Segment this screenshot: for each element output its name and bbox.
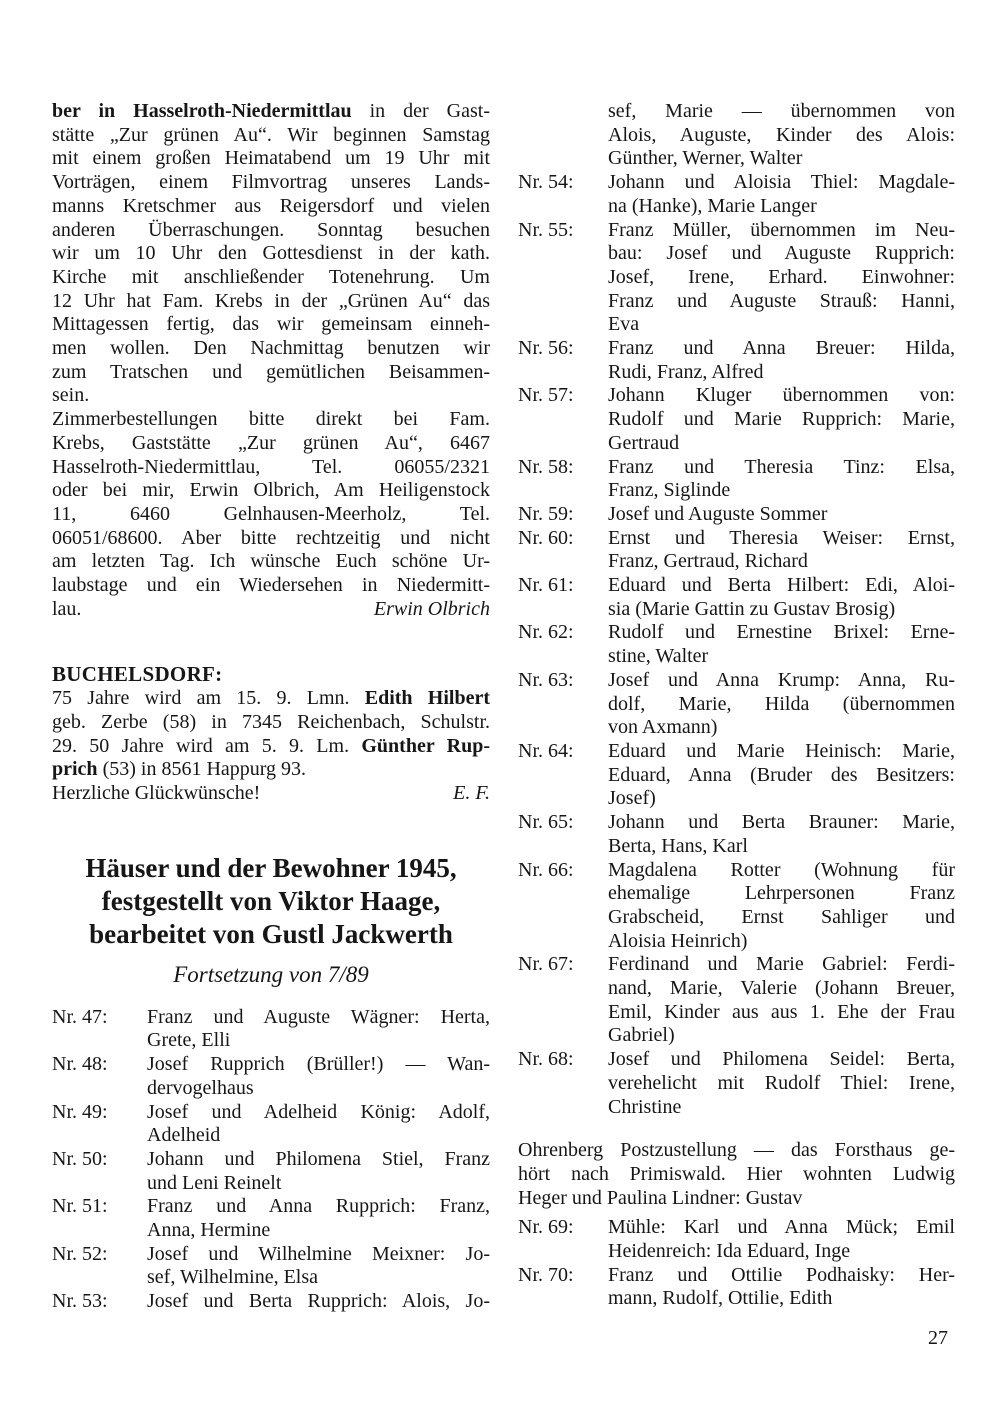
text-line: Krebs, Gaststätte „Zur grünen Au“, 6467 — [52, 431, 490, 454]
text-line: Eduard, Anna (Bruder des Besitzers: — [608, 763, 955, 786]
text-line: Josef) — [608, 787, 656, 810]
text-line: bau: Josef und Auguste Rupprich: — [608, 242, 955, 265]
text-line — [52, 735, 490, 759]
item-number: Nr. 51: — [52, 1195, 108, 1218]
item-text — [608, 953, 955, 1048]
list-item — [518, 1216, 955, 1263]
text-line: Grete, Elli — [147, 1029, 231, 1052]
item-text — [147, 1053, 490, 1100]
text-line: Johann und Aloisia Thiel: Magdale- — [608, 171, 955, 194]
item-text — [608, 219, 955, 338]
text-line: Josef und Anna Krump: Anna, Ru- — [608, 668, 955, 691]
text-line: Josef Rupprich (Brüller!) — Wan- — [147, 1053, 490, 1076]
page-number: 27 — [928, 1327, 948, 1349]
text-line: Gabriel) — [608, 1024, 675, 1047]
item-text — [608, 1264, 955, 1311]
text-line: Franz und Theresia Tinz: Elsa, — [608, 455, 955, 478]
list-item — [52, 1243, 490, 1290]
list-item — [518, 384, 955, 455]
text-line: na (Hanke), Marie Langer — [608, 194, 817, 217]
text-line: wir um 10 Uhr den Gottesdienst in der kath. — [52, 242, 490, 265]
item-number: Nr. 58: — [518, 455, 574, 478]
list-item — [52, 1148, 490, 1195]
item-text — [147, 1195, 490, 1242]
text-line: Franz und Anna Breuer: Hilda, — [608, 337, 955, 360]
editor-initials: E. F. — [453, 781, 490, 804]
text-line: Anna, Hermine — [147, 1219, 271, 1242]
text-line: anderen Überraschungen. Sonntag besuchen — [52, 218, 490, 241]
right-column — [518, 100, 955, 1311]
text-line: laubstage und ein Wiedersehen in Niedermitt- — [52, 574, 490, 597]
text-line: Johann und Philomena Stiel, Franz — [147, 1147, 490, 1170]
item-number: Nr. 57: — [518, 384, 574, 407]
item-number: Nr. 65: — [518, 811, 574, 834]
list-item — [518, 740, 955, 811]
house-list-69-70 — [518, 1216, 955, 1311]
text-line: 11, 6460 Gelnhausen-Meerholz, Tel. — [52, 502, 490, 525]
intro-paragraph-2 — [52, 408, 490, 621]
left-column — [52, 100, 490, 1314]
text-line: Josef und Auguste Sommer — [608, 502, 828, 525]
text-line: Franz und Auguste Strauß: Hanni, — [608, 289, 955, 312]
text-line — [52, 758, 490, 782]
text-line: Aloisia Heinrich) — [608, 929, 748, 952]
house-list-54-68 — [518, 100, 955, 1119]
item-text — [608, 384, 955, 455]
text-line: Johann Kluger übernommen von: — [608, 384, 955, 407]
signature-row — [52, 598, 490, 622]
lead-rest: in der Gast- — [351, 100, 490, 122]
item-number: Nr. 63: — [518, 668, 574, 691]
text-line: Franz und Ottilie Podhaisky: Her- — [608, 1263, 955, 1286]
house-list-47-53 — [52, 1006, 490, 1314]
item-number: Nr. 49: — [52, 1100, 108, 1123]
text-segment: 75 Jahre wird am 15. 9. Lmn. — [52, 687, 365, 710]
text-line: sef, Marie — übernommen von — [608, 100, 955, 122]
name-bold: Günther Rup- — [361, 734, 490, 757]
text-line: stine, Walter — [608, 645, 709, 668]
item-number: Nr. 55: — [518, 218, 574, 241]
list-item — [518, 219, 955, 338]
list-item — [518, 503, 955, 527]
text-line: Emil, Kinder aus aus 1. Ehe der Frau — [608, 1000, 955, 1023]
item-text — [608, 171, 955, 218]
text-line: Josef und Philomena Seidel: Berta, — [608, 1048, 955, 1071]
text-line: Ohrenberg Postzustellung — das Forsthaus ge- — [518, 1139, 955, 1162]
item-text — [147, 1148, 490, 1195]
signature-row — [52, 782, 490, 806]
text-line: dolf, Marie, Hilda (übernommen — [608, 692, 955, 715]
text-line: geb. Zerbe (58) in 7345 Reichenbach, Schulstr. — [52, 710, 490, 733]
text-line: Eva — [608, 313, 640, 336]
item-text — [608, 574, 955, 621]
item-text — [608, 740, 955, 811]
text-line: mit einem großen Heimatabend um 19 Uhr mit — [52, 147, 490, 170]
item-text — [147, 1006, 490, 1053]
item-text — [147, 1243, 490, 1290]
item-text — [608, 1216, 955, 1263]
item-number: Nr. 70: — [518, 1263, 574, 1286]
text-line: Franz und Anna Rupprich: Franz, — [147, 1195, 490, 1218]
text-line: Heidenreich: Ida Eduard, Inge — [608, 1240, 851, 1263]
paragraph-tail: lau. — [52, 597, 82, 620]
list-item — [52, 1195, 490, 1242]
text-line: Johann und Berta Brauner: Marie, — [608, 811, 955, 834]
intro-paragraph-1 — [52, 100, 490, 408]
text-line: Hasselroth-Niedermittlau, Tel. 06055/2321 — [52, 455, 490, 478]
text-line: zum Tratschen und gemütlichen Beisammen- — [52, 360, 490, 383]
item-text — [608, 456, 955, 503]
name-bold: Edith Hilbert — [364, 687, 490, 710]
item-text — [608, 100, 955, 171]
text-line: Christine — [608, 1095, 682, 1118]
item-number: Nr. 66: — [518, 858, 574, 881]
item-number: Nr. 68: — [518, 1048, 574, 1071]
closing-text: Herzliche Glückwünsche! — [52, 781, 261, 804]
text-segment: 29. 50 Jahre wird am 5. 9. Lm. — [52, 734, 362, 757]
item-number: Nr. 50: — [52, 1147, 108, 1170]
list-item — [518, 621, 955, 668]
text-line — [52, 100, 490, 124]
item-number: Nr. 54: — [518, 171, 574, 194]
text-line: Mühle: Karl und Anna Mück; Emil — [608, 1216, 955, 1239]
buchelsdorf-section — [52, 663, 490, 805]
list-item — [518, 811, 955, 858]
text-line: Ferdinand und Marie Gabriel: Ferdi- — [608, 953, 955, 976]
text-line: Gertraud — [608, 431, 680, 454]
item-text — [608, 859, 955, 954]
item-number: Nr. 47: — [52, 1005, 108, 1028]
text-line: Josef und Adelheid König: Adolf, — [147, 1100, 490, 1123]
text-line: 12 Uhr hat Fam. Krebs in der „Grünen Au“ das — [52, 289, 490, 312]
paragraph-lines — [52, 124, 490, 408]
list-item — [518, 859, 955, 954]
text-line: Rudi, Franz, Alfred — [608, 360, 764, 383]
text-line: Magdalena Rotter (Wohnung für — [608, 858, 955, 881]
list-item — [518, 953, 955, 1048]
item-number: Nr. 67: — [518, 953, 574, 976]
text-line: Adelheid — [147, 1124, 221, 1147]
item-text — [147, 1290, 490, 1314]
text-line: mann, Rudolf, Ottilie, Edith — [608, 1287, 833, 1310]
text-line: Rudolf und Marie Rupprich: Marie, — [608, 408, 955, 431]
text-line: oder bei mir, Erwin Olbrich, Am Heiligenstock — [52, 479, 490, 502]
text-line: manns Kretschmer aus Reigersdorf und vielen — [52, 194, 490, 217]
text-line: Kirche mit anschließender Totenehrung. Um — [52, 265, 490, 288]
item-number: Nr. 59: — [518, 502, 574, 525]
text-line: Franz und Auguste Wägner: Herta, — [147, 1005, 490, 1028]
text-line: sia (Marie Gattin zu Gustav Brosig) — [608, 597, 896, 620]
text-line: Eduard und Berta Hilbert: Edi, Aloi- — [608, 574, 955, 597]
text-segment: (53) in 8561 Happurg 93. — [97, 758, 307, 781]
text-line: nand, Marie, Valerie (Johann Breuer, — [608, 977, 955, 1000]
text-line: Günther, Werner, Walter — [608, 147, 803, 170]
list-item — [52, 1053, 490, 1100]
list-item — [518, 1048, 955, 1119]
text-line: Ernst und Theresia Weiser: Ernst, — [608, 526, 955, 549]
paragraph-lines — [52, 408, 490, 598]
item-number: Nr. 61: — [518, 574, 574, 597]
list-item — [52, 1290, 490, 1314]
item-number: Nr. 48: — [52, 1053, 108, 1076]
list-item — [518, 337, 955, 384]
text-line — [52, 687, 490, 711]
list-item — [52, 1006, 490, 1053]
section-heading: BUCHELSDORF: — [52, 662, 223, 687]
text-line: sef, Wilhelmine, Elsa — [147, 1266, 319, 1289]
item-number: Nr. 53: — [52, 1290, 108, 1313]
article-title-line: festgestellt von Viktor Haage, — [101, 885, 441, 916]
item-text — [608, 503, 955, 527]
text-line: stätte „Zur grünen Au“. Wir beginnen Samstag — [52, 123, 490, 146]
text-line: Franz, Siglinde — [608, 479, 731, 502]
list-item — [518, 669, 955, 740]
text-line: am letzten Tag. Ich wünsche Euch schöne Ur- — [52, 550, 490, 573]
text-line: ehemalige Lehrpersonen Franz — [608, 882, 955, 905]
name-bold: prich — [52, 758, 98, 781]
text-line: Franz, Gertraud, Richard — [608, 550, 808, 573]
text-line: Eduard und Marie Heinisch: Marie, — [608, 739, 955, 762]
author-signature: Erwin Olbrich — [373, 597, 490, 620]
item-number: Nr. 69: — [518, 1216, 574, 1239]
list-item — [518, 100, 955, 171]
item-text — [608, 527, 955, 574]
item-number: Nr. 64: — [518, 739, 574, 762]
text-line: Alois, Auguste, Kinder des Alois: — [608, 123, 955, 146]
text-line: Vorträgen, einem Filmvortrag unseres Lands- — [52, 171, 490, 194]
text-line: Mittagessen fertig, das wir gemeinsam einneh- — [52, 313, 490, 336]
item-text — [608, 1048, 955, 1119]
text-line: men wollen. Den Nachmittag benutzen wir — [52, 337, 490, 360]
text-line: Franz Müller, übernommen im Neu- — [608, 218, 955, 241]
item-number: Nr. 60: — [518, 526, 574, 549]
text-line: sein. — [52, 384, 90, 407]
text-line: Josef und Berta Rupprich: Alois, Jo- — [147, 1290, 490, 1313]
list-item — [518, 1264, 955, 1311]
text-line: 06051/68600. Aber bitte rechtzeitig und nicht — [52, 526, 490, 549]
item-text — [147, 1101, 490, 1148]
text-line: Rudolf und Ernestine Brixel: Erne- — [608, 621, 955, 644]
list-item — [518, 171, 955, 218]
text-line: hört nach Primiswald. Hier wohnten Ludwig — [518, 1162, 955, 1185]
article-title — [52, 852, 490, 951]
text-line: Zimmerbestellungen bitte direkt bei Fam. — [52, 408, 490, 431]
continued-lead-bold: ber in Hasselroth-Niedermittlau — [52, 100, 352, 122]
item-text — [608, 669, 955, 740]
item-number: Nr. 62: — [518, 621, 574, 644]
text-line: Josef und Wilhelmine Meixner: Jo- — [147, 1242, 490, 1265]
article-title-line: Häuser und der Bewohner 1945, — [85, 852, 457, 883]
item-number — [518, 100, 608, 171]
text-line: dervogelhaus — [147, 1076, 254, 1099]
item-text — [608, 337, 955, 384]
list-item — [518, 456, 955, 503]
item-text — [608, 621, 955, 668]
list-item — [518, 527, 955, 574]
article-subtitle: Fortsetzung von 7/89 — [173, 961, 369, 987]
text-line: Josef, Irene, Erhard. Einwohner: — [608, 265, 955, 288]
text-line: von Axmann) — [608, 716, 718, 739]
text-line: und Leni Reinelt — [147, 1171, 282, 1194]
article-title-line: bearbeitet von Gustl Jackwerth — [89, 918, 453, 949]
text-line: Heger und Paulina Lindner: Gustav — [518, 1186, 803, 1209]
text-line: Grabscheid, Ernst Sahliger und — [608, 905, 955, 928]
ohrenberg-paragraph — [518, 1139, 955, 1210]
item-text — [608, 811, 955, 858]
list-item — [52, 1101, 490, 1148]
item-number: Nr. 52: — [52, 1242, 108, 1265]
text-line: verehelicht mit Rudolf Thiel: Irene, — [608, 1071, 955, 1094]
item-number: Nr. 56: — [518, 337, 574, 360]
list-item — [518, 574, 955, 621]
text-line: Berta, Hans, Karl — [608, 834, 748, 857]
